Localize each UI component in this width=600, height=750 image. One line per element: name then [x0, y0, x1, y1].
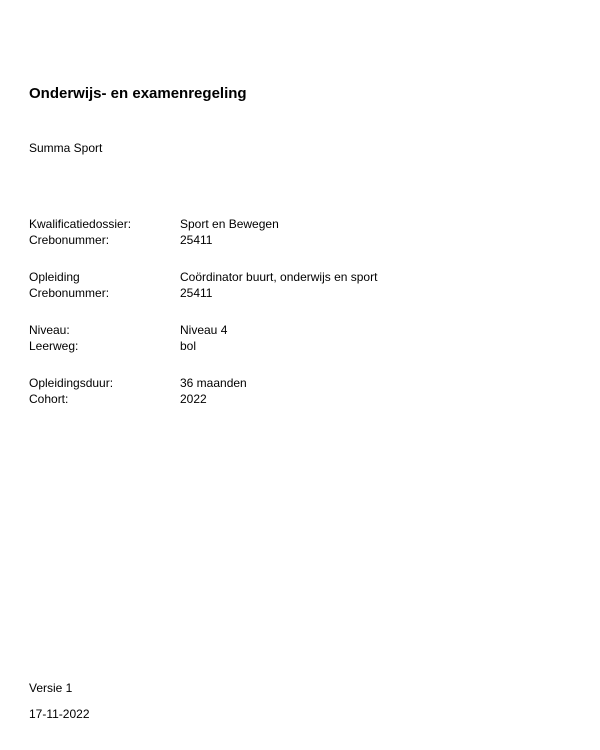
info-row-learning-path [29, 338, 569, 354]
info-row-cohort [29, 391, 569, 407]
info-label: Cohort: [29, 392, 69, 406]
info-group-level [29, 322, 569, 354]
info-value: 2022 [180, 392, 207, 406]
info-label: Niveau: [29, 323, 70, 337]
document-version: Versie 1 [29, 681, 73, 695]
info-label: Crebonummer: [29, 286, 110, 300]
info-value: Niveau 4 [180, 323, 228, 337]
info-value: 25411 [180, 233, 213, 247]
info-value: 36 maanden [180, 376, 247, 390]
info-value: Sport en Bewegen [180, 217, 279, 231]
info-row-crebo-number [29, 285, 569, 301]
info-label: Opleiding [29, 270, 80, 284]
info-row-duration [29, 375, 569, 391]
info-value: 25411 [180, 286, 213, 300]
info-label: Crebonummer: [29, 233, 110, 247]
document-date: 17-11-2022 [29, 707, 90, 721]
info-row-qualification-dossier [29, 216, 569, 232]
info-row-programme [29, 269, 569, 285]
info-row-level [29, 322, 569, 338]
info-label: Opleidingsduur: [29, 376, 114, 390]
info-value: bol [180, 339, 197, 353]
info-group-qualification [29, 216, 569, 248]
info-label: Leerweg: [29, 339, 79, 353]
info-group-programme [29, 269, 569, 301]
document-info [29, 216, 569, 428]
info-label: Kwalificatiedossier: [29, 217, 132, 231]
info-row-crebo-number [29, 232, 569, 248]
info-value: Coördinator buurt, onderwijs en sport [180, 270, 378, 284]
document-title: Onderwijs- en examenregeling [29, 85, 247, 102]
organisation-name: Summa Sport [29, 141, 103, 155]
info-group-duration [29, 375, 569, 407]
